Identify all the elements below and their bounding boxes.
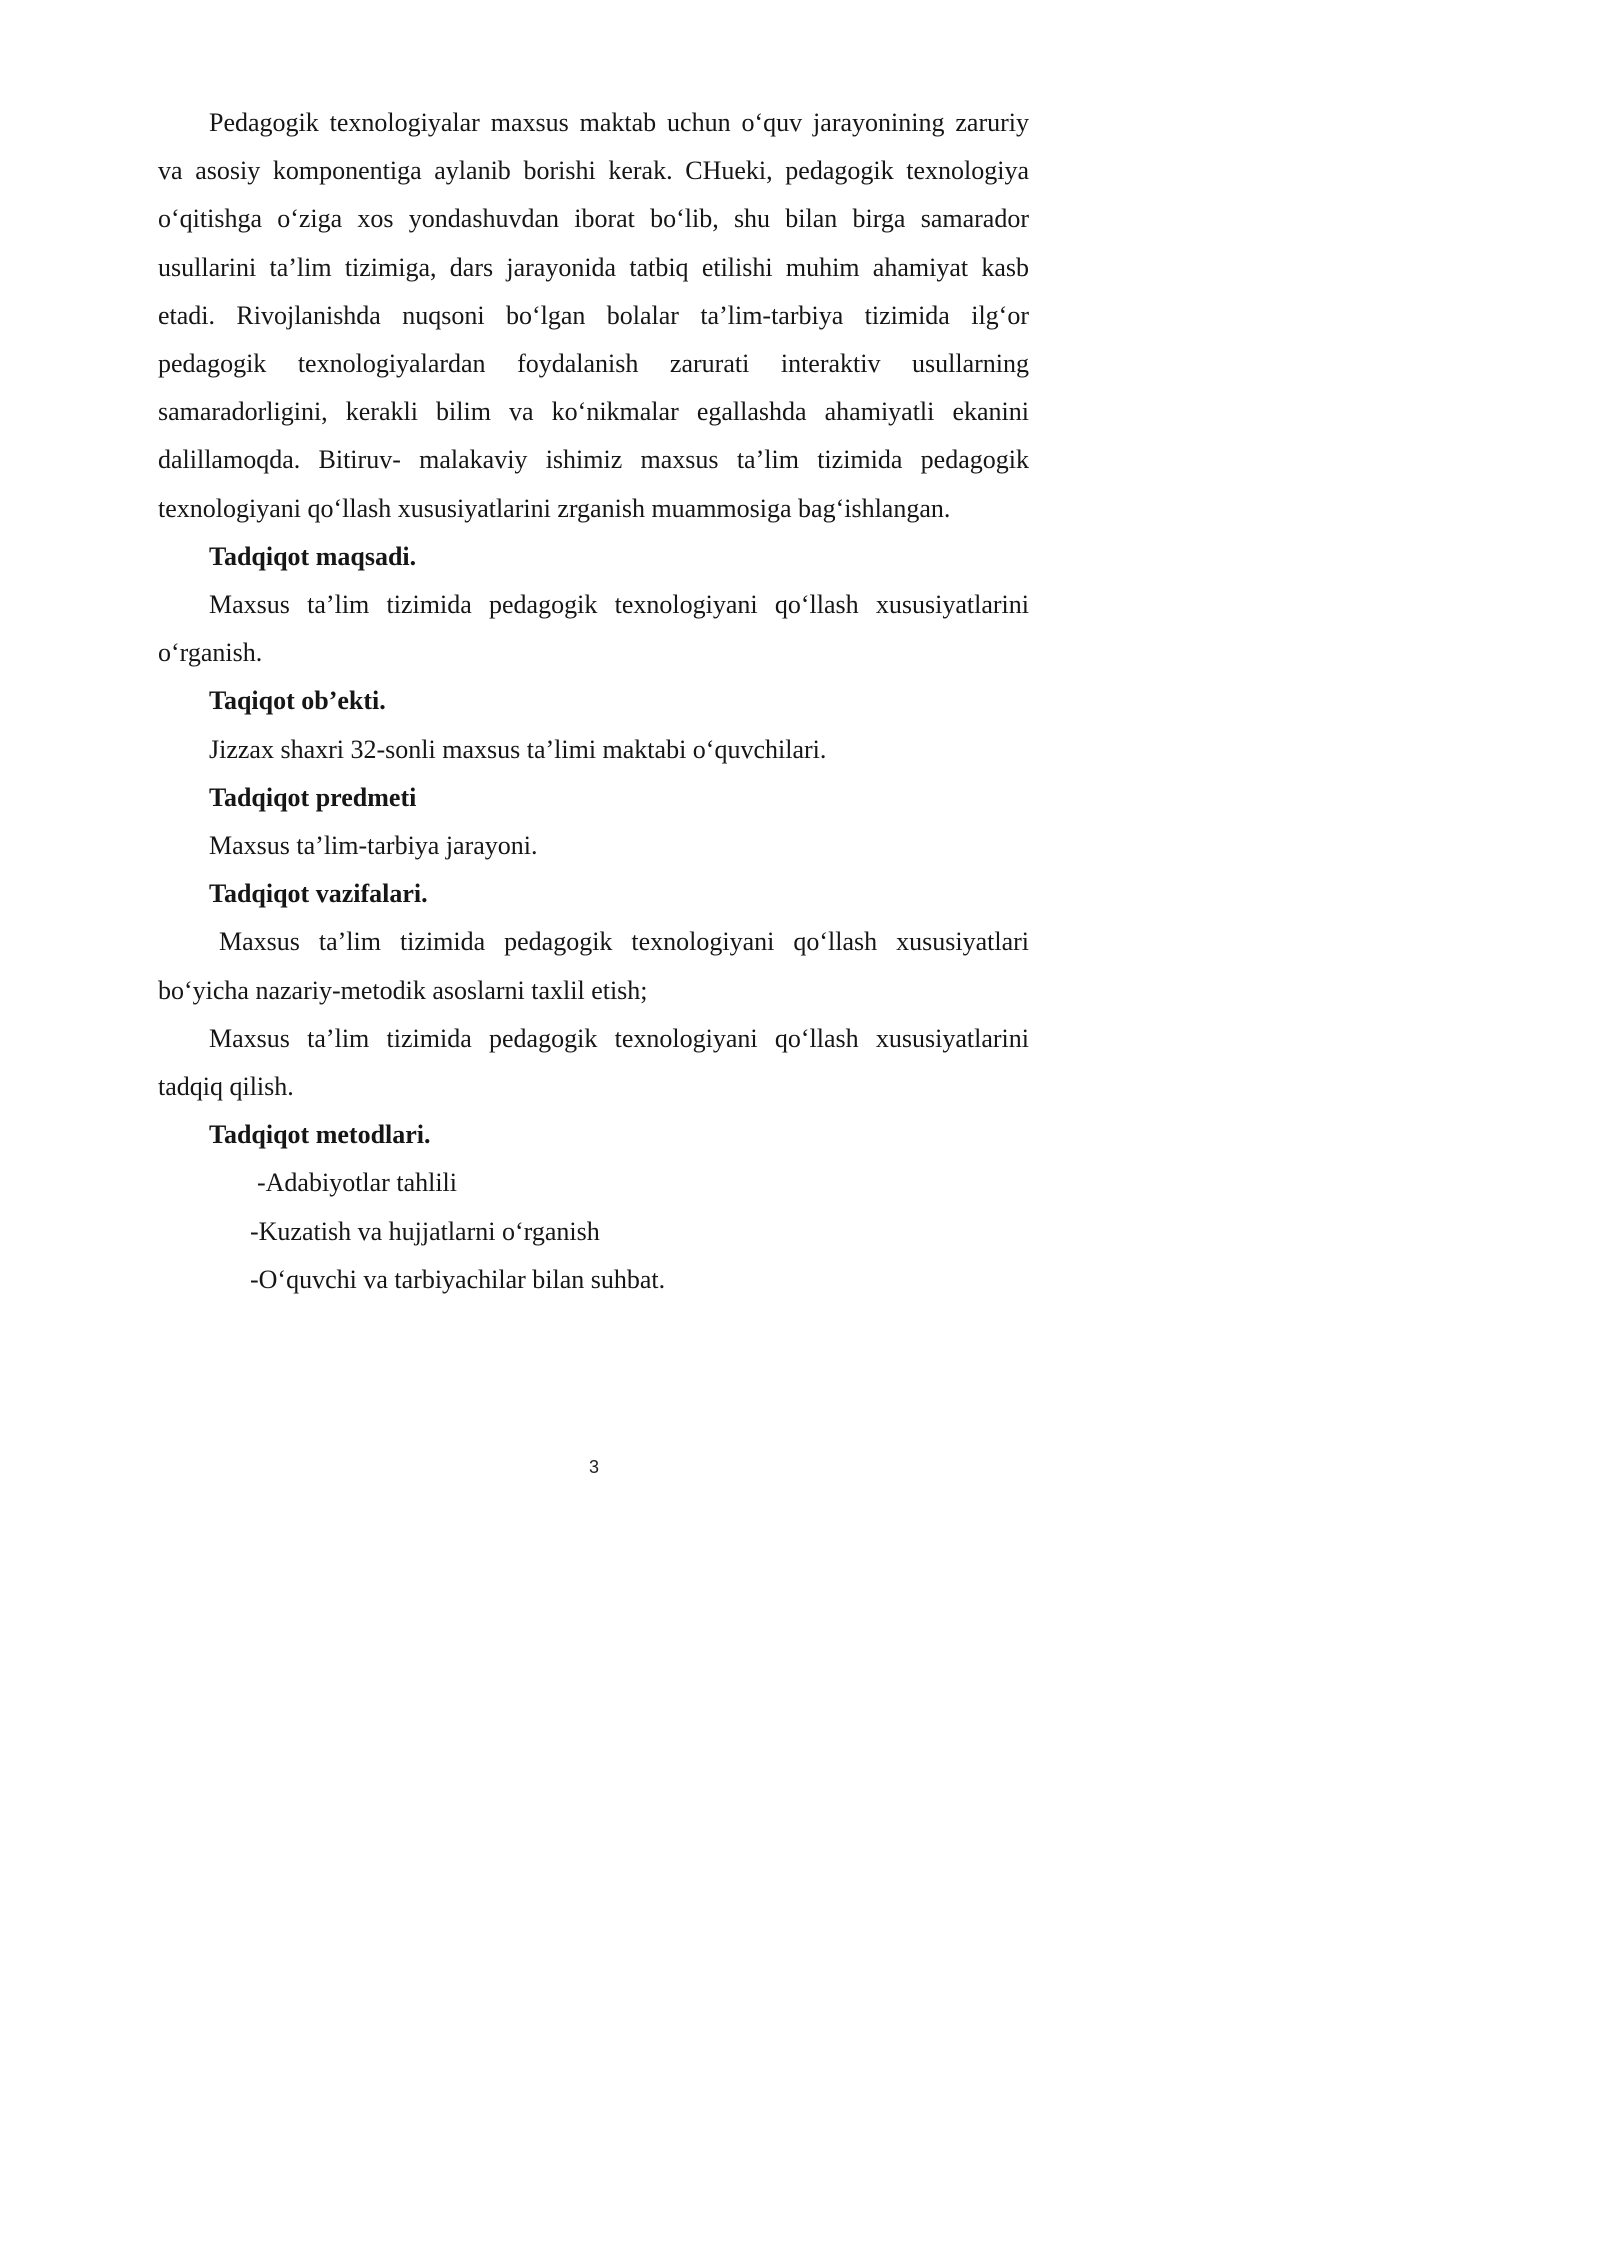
document-page	[0, 0, 1102, 1558]
methods-heading: Tadqiqot metodlari.	[209, 1120, 431, 1150]
task-item: Maxsus taʼlim tizimida pedagogik texnologiyani qoʻllash xususiyatlari boʻyicha nazariy-metodik asoslarni taxlil etish;	[158, 927, 1029, 1005]
object-heading: Taqiqot obʼekti.	[209, 686, 386, 716]
purpose-heading: Tadqiqot maqsadi.	[209, 541, 417, 571]
subject-text: Maxsus taʼlim-tarbiya jarayoni.	[209, 831, 538, 861]
tasks-heading: Tadqiqot vazifalari.	[209, 879, 428, 909]
task-item: Maxsus taʼlim tizimida pedagogik texnologiyani qoʻllash xususiyatlarini tadqiq qilish.	[158, 1023, 1029, 1102]
method-item: -Kuzatish va hujjatlarni oʻrganish	[250, 1216, 600, 1246]
method-item: -Oʻquvchi va tarbiyachilar bilan suhbat.	[250, 1264, 666, 1294]
method-item: -Adabiyotlar tahlili	[257, 1168, 458, 1198]
subject-heading: Tadqiqot predmeti	[209, 782, 417, 812]
page-number: 3	[588, 1457, 599, 1477]
page-body	[158, 99, 1029, 1304]
intro-paragraph: Pedagogik texnologiyalar maxsus maktab uchun oʻquv jarayonining zaruriy va asosiy komponentiga aylanib borishi kerak. CHueki, pedagogik texnologiya oʻqitishga oʻziga xos yondashuvdan iborat boʻlib, shu bilan birga samarador usullarini taʼlim tizimiga, dars jarayonida tatbiq etilishi muhim ahamiyat kasb etadi. Rivojlanishda nuqsoni boʻlgan bolalar taʼlim-tarbiya tizimida ilgʻor pedagogik texnologiyalardan foydalanish zarurati interaktiv usullarning samaradorligini, kerakli bilim va koʻnikmalar egallashda ahamiyatli ekanini dalillamoqda. Bitiruv- malakaviy ishimiz maxsus taʼlim tizimida pedagogik texnologiyani qoʻllash xususiyatlarini zrganish muammosiga bagʻishlangan.	[158, 108, 1029, 523]
object-text: Jizzax shaxri 32-sonli maxsus taʼlimi maktabi oʻquvchilari.	[209, 734, 827, 764]
purpose-text: Maxsus taʼlim tizimida pedagogik texnologiyani qoʻllash xususiyatlarini oʻrganish.	[158, 590, 1029, 668]
